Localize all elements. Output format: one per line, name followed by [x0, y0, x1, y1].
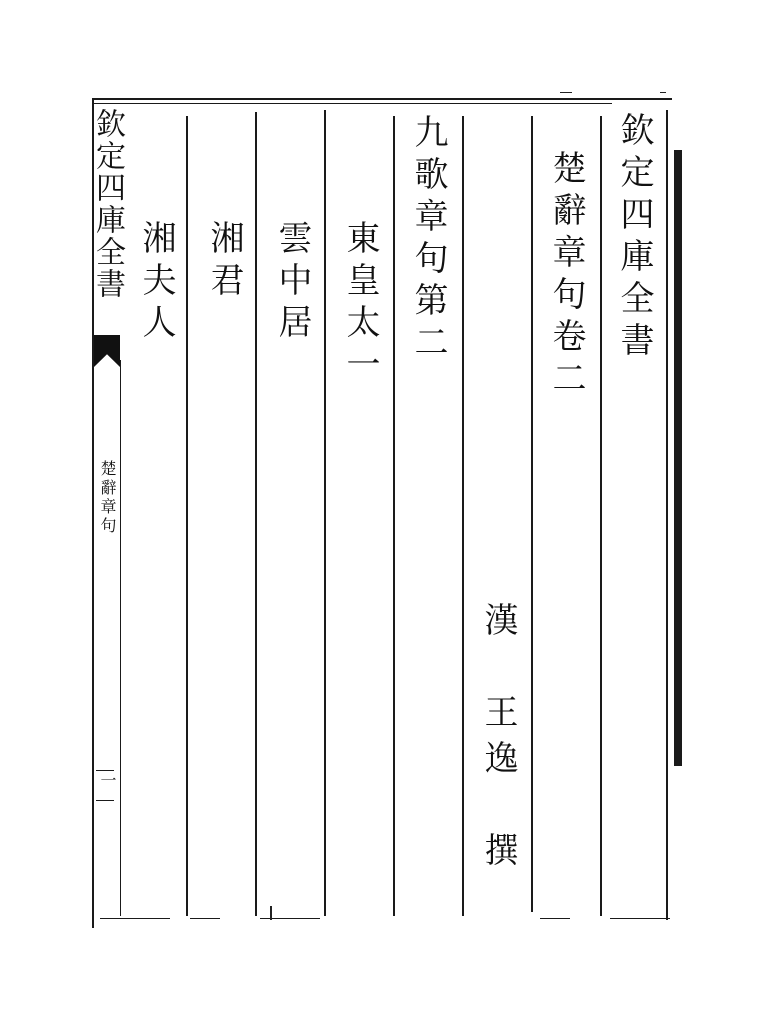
bottom-border [610, 918, 670, 919]
song-title: 東皇太一 [340, 220, 380, 388]
fish-tail-mark [94, 335, 120, 367]
scan-speck [660, 92, 666, 93]
margin-divider [96, 770, 114, 771]
column-divider [186, 116, 188, 916]
column-divider [255, 112, 257, 916]
column-divider [531, 116, 533, 912]
scan-speck [560, 92, 572, 93]
author-line: 漢 王逸 撰 [478, 602, 518, 878]
bottom-border [100, 918, 170, 919]
song-title: 湘夫人 [136, 220, 176, 346]
margin-divider [96, 800, 114, 801]
column-divider [393, 116, 395, 916]
column-divider [324, 110, 326, 916]
bottom-border [540, 918, 570, 919]
scan-speck [270, 906, 272, 920]
bottom-border [190, 918, 220, 919]
column-divider [120, 360, 121, 916]
column-divider [462, 116, 464, 916]
chapter-title: 九歌章句第二 [408, 114, 448, 366]
right-frame [666, 110, 668, 920]
column-divider [600, 116, 602, 916]
song-title: 湘君 [204, 220, 244, 304]
header-title: 欽定四庫全書 [614, 112, 654, 364]
margin-book-title: 欽定四庫全書 [90, 108, 125, 300]
top-border-fine [92, 103, 612, 104]
margin-section-title: 楚辭章句 [98, 460, 117, 536]
top-border [92, 98, 672, 100]
song-title: 雲中居 [272, 220, 312, 346]
right-frame-thick [674, 150, 682, 766]
volume-title: 楚辭章句卷二 [546, 150, 586, 402]
margin-page-number: 一 [98, 772, 117, 791]
bottom-border [260, 918, 320, 919]
